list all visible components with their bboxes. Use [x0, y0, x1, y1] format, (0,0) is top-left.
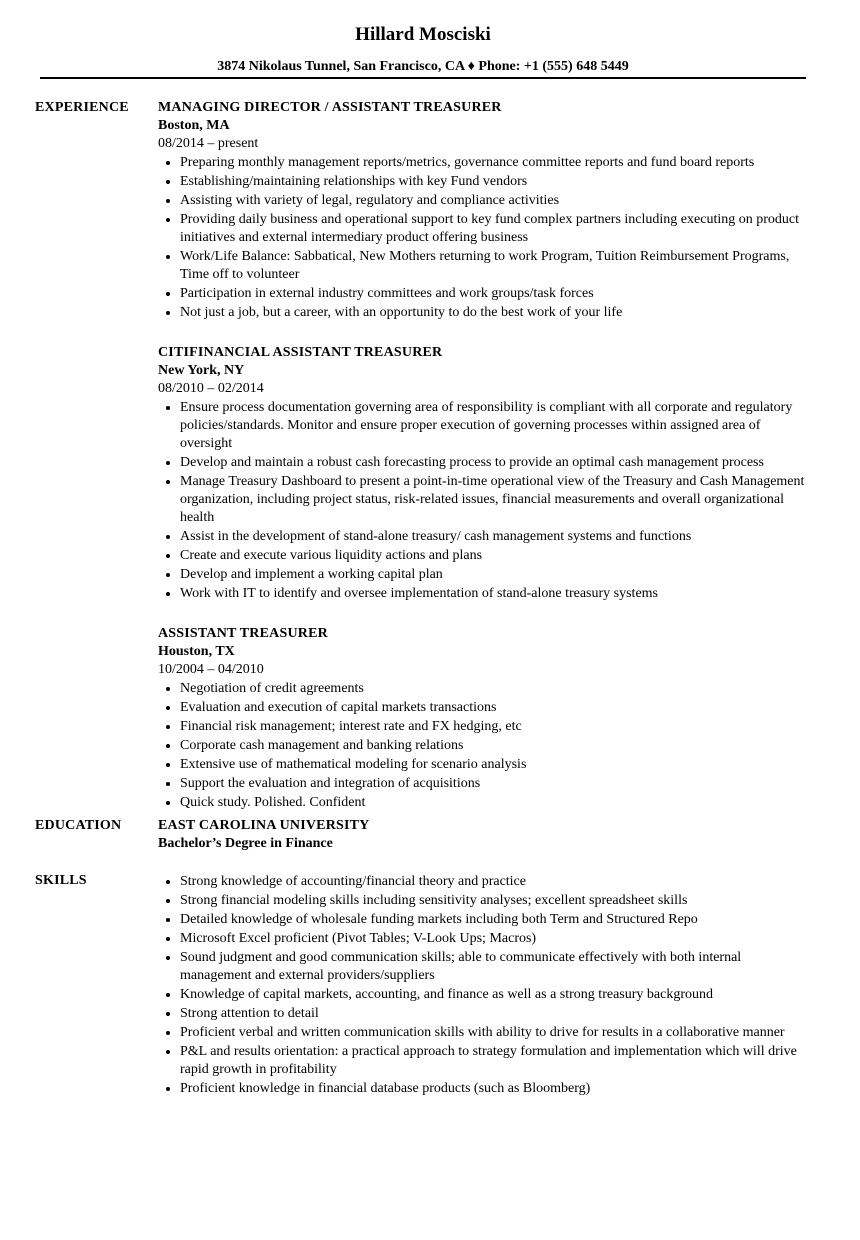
experience-heading: EXPERIENCE: [35, 100, 129, 115]
skill-item: • Sound judgment and good communication skills; able to communicate effectively with both internal management and external providers/suppliers: [180, 948, 808, 985]
job-title: ASSISTANT TREASURER: [158, 626, 328, 641]
skill-item: • Strong attention to detail: [180, 1004, 808, 1023]
job-bullet: • Not just a job, but a career, with an opportunity to do the best work of your life: [180, 303, 808, 322]
job-bullet: • Providing daily business and operational support to key fund complex partners including executing on product initiatives and external intermediary product offering business: [180, 210, 808, 247]
skills-heading: SKILLS: [35, 873, 87, 888]
degree: Bachelor’s Degree in Finance: [158, 836, 333, 851]
job-bullets: [158, 679, 808, 812]
job-bullet: • Develop and maintain a robust cash forecasting process to provide an optimal cash management process: [180, 453, 808, 472]
job-dates: 08/2010 – 02/2014: [158, 381, 264, 396]
job-bullet: • Negotiation of credit agreements: [180, 679, 808, 698]
job-bullet: • Assist in the development of stand-alone treasury/ cash management systems and functions: [180, 527, 808, 546]
skill-item: • Proficient knowledge in financial database products (such as Bloomberg): [180, 1079, 808, 1098]
candidate-name: Hillard Mosciski: [355, 24, 491, 45]
job-location: New York, NY: [158, 363, 245, 378]
skill-item: • Strong knowledge of accounting/financial theory and practice: [180, 872, 808, 891]
skill-item: • Strong financial modeling skills including sensitivity analyses; excellent spreadsheet skills: [180, 891, 808, 910]
skill-item: • Microsoft Excel proficient (Pivot Tables; V-Look Ups; Macros): [180, 929, 808, 948]
job-bullet: • Corporate cash management and banking relations: [180, 736, 808, 755]
experience-body: [158, 99, 808, 834]
job-title: MANAGING DIRECTOR / ASSISTANT TREASURER: [158, 100, 502, 115]
job-bullet: • Work with IT to identify and oversee implementation of stand-alone treasury systems: [180, 584, 808, 603]
education-heading: EDUCATION: [35, 818, 122, 833]
job-bullet: • Establishing/maintaining relationships with key Fund vendors: [180, 172, 808, 191]
job-dates: 08/2014 – present: [158, 136, 259, 151]
job-bullets: [158, 153, 808, 322]
skill-item: • Detailed knowledge of wholesale funding markets including both Term and Structured Repo: [180, 910, 808, 929]
school-name: EAST CAROLINA UNIVERSITY: [158, 818, 370, 833]
job-bullet: • Extensive use of mathematical modeling for scenario analysis: [180, 755, 808, 774]
job-bullet: • Create and execute various liquidity actions and plans: [180, 546, 808, 565]
job-bullets: [158, 398, 808, 603]
job-bullet: • Work/Life Balance: Sabbatical, New Mothers returning to work Program, Tuition Reimbursement Programs, Time off to volunteer: [180, 247, 808, 284]
job-bullet: • Evaluation and execution of capital markets transactions: [180, 698, 808, 717]
job-bullet: • Quick study. Polished. Confident: [180, 793, 808, 812]
job-dates: 10/2004 – 04/2010: [158, 662, 264, 677]
education-body: [158, 817, 808, 853]
skill-item: • P&L and results orientation: a practical approach to strategy formulation and implementation which will drive rapid growth in profitability: [180, 1042, 808, 1079]
contact-line: 3874 Nikolaus Tunnel, San Francisco, CA ♦ Phone: +1 (555) 648 5449: [217, 59, 629, 74]
skill-item: • Knowledge of capital markets, accounting, and finance as well as a strong treasury background: [180, 985, 808, 1004]
job-entry: [158, 344, 808, 603]
skills-list: [158, 872, 808, 1098]
skills-body: [158, 872, 808, 1098]
job-entry: [158, 625, 808, 812]
job-bullet: • Ensure process documentation governing area of responsibility is compliant with all corporate and regulatory policies/standards. Monitor and ensure proper execution of governing processes within assigned area of oversight: [180, 398, 808, 453]
skill-item: • Proficient verbal and written communication skills with ability to drive for results in a collaborative manner: [180, 1023, 808, 1042]
job-bullet: • Support the evaluation and integration of acquisitions: [180, 774, 808, 793]
header-divider: [40, 77, 806, 79]
job-bullet: • Preparing monthly management reports/metrics, governance committee reports and fund board reports: [180, 153, 808, 172]
job-bullet: • Manage Treasury Dashboard to present a point-in-time operational view of the Treasury and Cash Management organization, including project status, risk-related issues, financial measurements and overall organizational health: [180, 472, 808, 527]
job-bullet: • Financial risk management; interest rate and FX hedging, etc: [180, 717, 808, 736]
job-title: CITIFINANCIAL ASSISTANT TREASURER: [158, 345, 443, 360]
job-entry: [158, 99, 808, 322]
job-location: Houston, TX: [158, 644, 235, 659]
job-bullet: • Participation in external industry committees and work groups/task forces: [180, 284, 808, 303]
job-bullet: • Develop and implement a working capital plan: [180, 565, 808, 584]
job-location: Boston, MA: [158, 118, 230, 133]
job-bullet: • Assisting with variety of legal, regulatory and compliance activities: [180, 191, 808, 210]
